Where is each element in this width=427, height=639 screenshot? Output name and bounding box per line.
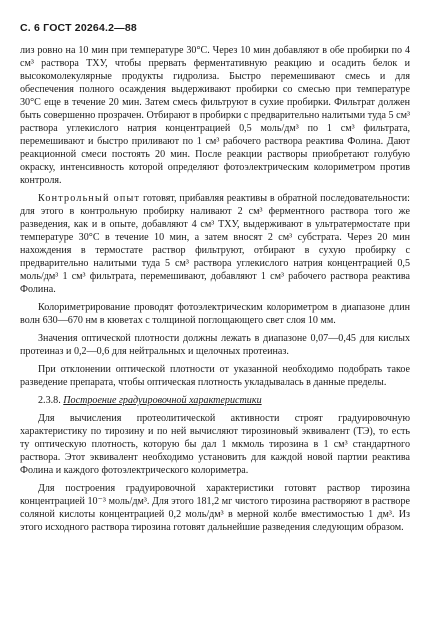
section-number: 2.3.8.	[38, 395, 61, 406]
paragraph-calibration-method: Для построения градуировочной характеристики готовят раствор тирозина концентрацией 10⁻³ моль/дм³. Для этого 181,2 мг чистого тирозина растворяют в растворе соляной кислоты концентрацией 0,2 моль/дм³ в мерной колбе вместимостью 1 дм³. Из этого исходного раствора тирозина готовят дальнейшие разведения следующим образом.	[20, 483, 410, 533]
paragraph-colorimetry: Колориметрирование проводят фотоэлектрическим колориметром в диапазоне длин волн 630—670 нм в кюветах с толщиной поглощающего свет слоя 10 мм.	[20, 302, 410, 326]
document-body	[20, 44, 410, 539]
paragraph-deviation: При отклонении оптической плотности от указанной необходимо подобрать такое разведение препарата, чтобы оптическая плотность укладывалась в данные пределы.	[20, 364, 410, 388]
section-heading	[20, 394, 410, 407]
control-test-lead: Контрольный опыт	[38, 193, 141, 204]
control-test-rest: готовят, прибавляя реактивы в обратной	[140, 193, 318, 204]
page-header: С. 6 ГОСТ 20264.2—88	[20, 22, 137, 34]
paragraph-control-test	[20, 192, 410, 296]
section-title: Построение градуировочной характеристики	[63, 395, 262, 406]
control-test-body: последовательности: для этого в контрольную пробирку наливают 2 см³ ферментного раствора того же разведения, как и в опыте, добавляют 4 см³ ТХУ, выдерживают в ультратермостате при температуре 30°С в течение 10 мин, а затем вносят 2 см³ субстрата. Через 20 мин нахождения в термостате раствор фильтруют, отбирают в сухую пробирку с предварительно налитыми туда 5 см³ раствора углекислого натрия концентрацией 0,5 моль/дм³ 1 см³ фильтрата, перемешивают, добавляют 1 см³ рабочего раствора реактива Фолина.	[20, 193, 410, 295]
paragraph-continuation: лиз ровно на 10 мин при температуре 30°С. Через 10 мин добавляют в обе пробирки по 4 см³ раствора ТХУ, чтобы прервать ферментативную реакцию и осадить белок и высокомолекулярные продукты гидролиза. Быстро перемешивают смесь и для обеспечения полного осаждения выдерживают пробирки со смесью при температуре 30°С еще в течение 20 мин. Затем смесь фильтруют в сухие пробирки. Фильтрат должен быть совершенно прозрачен. Отбирают в пробирки с предварительно налитыми туда 5 см³ раствора углекислого натрия концентрацией 0,5 моль/дм³ по 1 см³ фильтрата, перемешивают и быстро приливают по 1 см³ рабочего раствора реактива Фолина. Дают реакционной смеси постоять 20 мин. После реакции растворы приобретают голубую окраску, интенсивность которой определяют фотоэлектрическим колориметром против контроля.	[20, 45, 410, 186]
paragraph-calibration-intro: Для вычисления протеолитической активности строят градуировочную характеристику по тирозину и по ней вычисляют тирозиновый эквивалент (ТЭ), то есть ту оптическую плотность, которую бы дал 1 мкмоль тирозина в 1 см³ стандартного раствора. Этот эквивалент необходимо установить для каждой новой партии реактива Фолина и каждого фотоэлектрического колориметра.	[20, 413, 410, 476]
paragraph-optical-range: Значения оптической плотности должны лежать в диапазоне 0,07—0,45 для кислых протеиназ и 0,2—0,6 для нейтральных и щелочных протеиназ.	[20, 333, 410, 357]
